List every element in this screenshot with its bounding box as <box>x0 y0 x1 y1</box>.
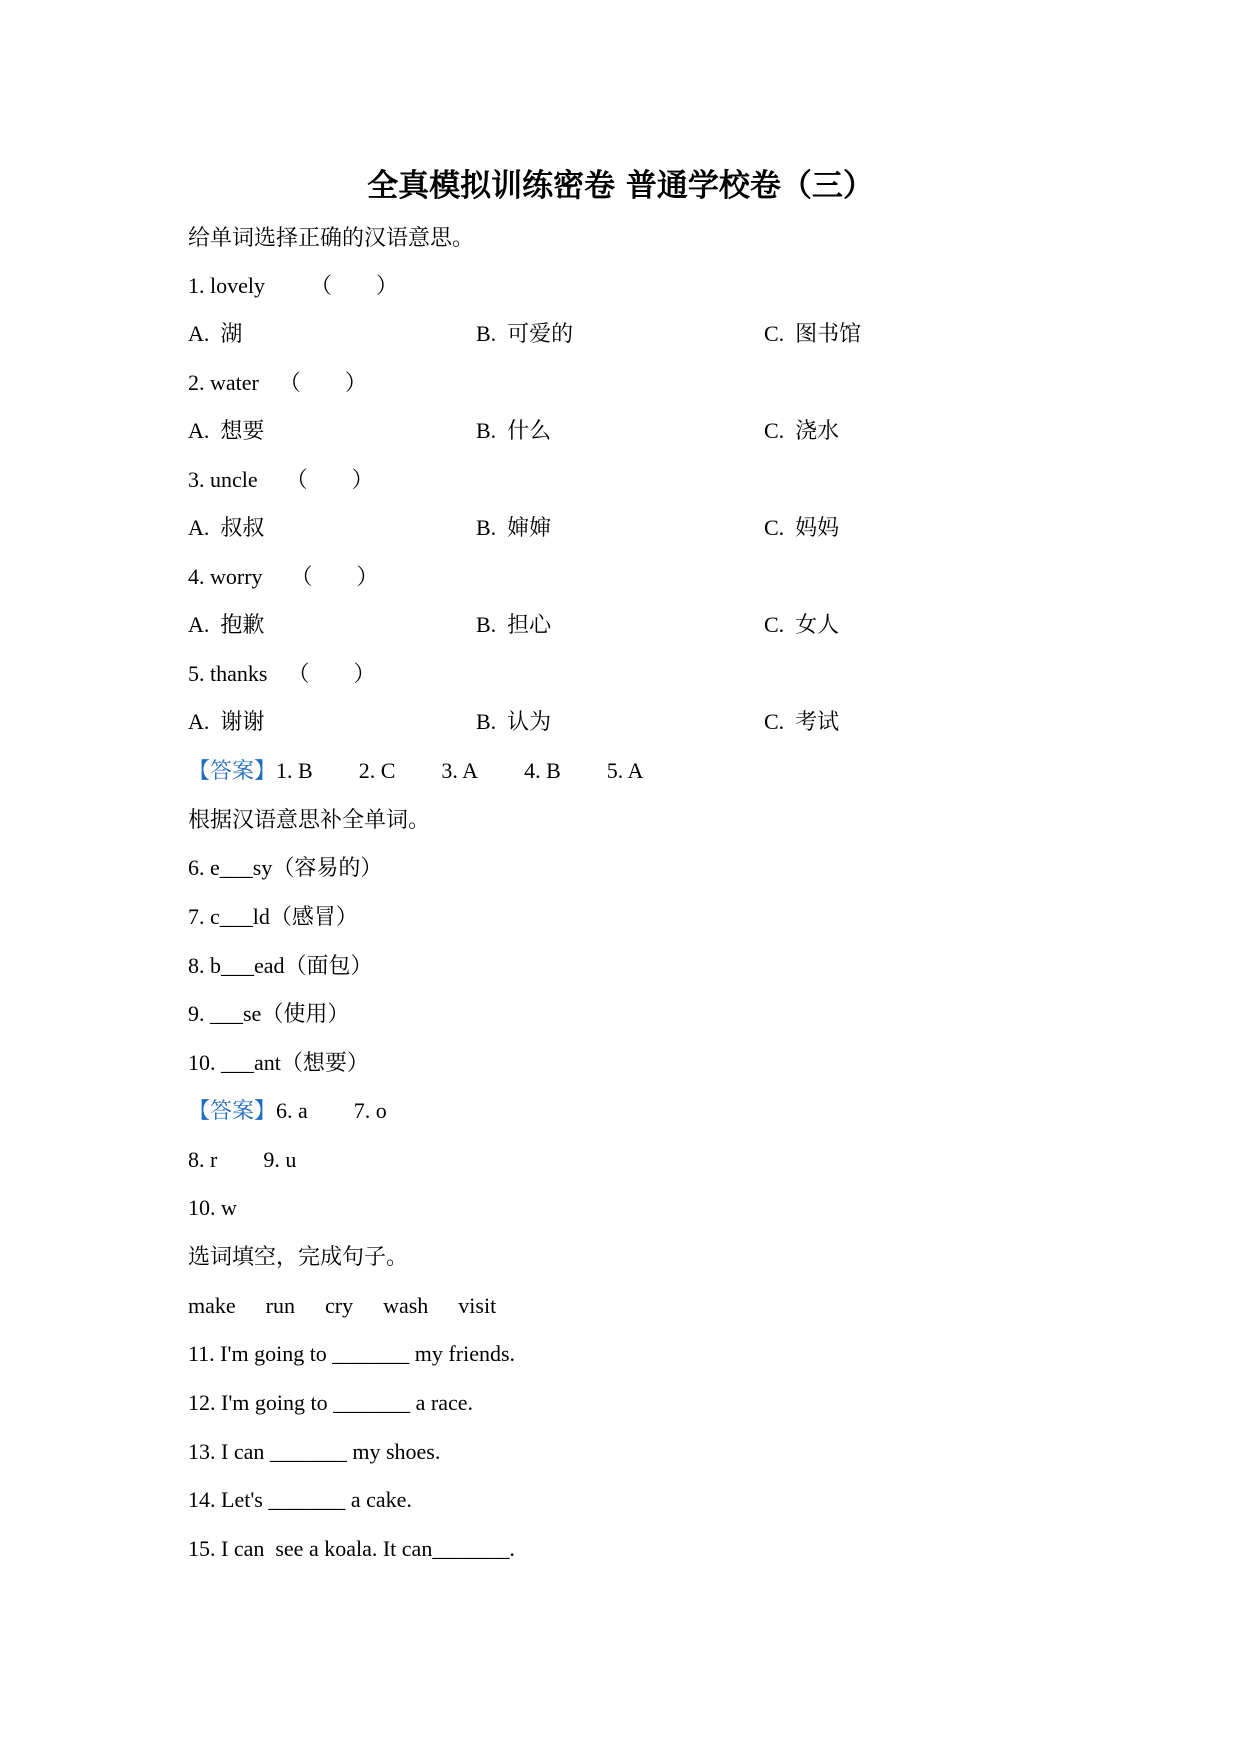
answer: 3. A <box>441 758 479 783</box>
question-5 <box>188 659 375 689</box>
question-3 <box>188 465 374 495</box>
answer-line-4 <box>188 1193 237 1223</box>
answer-line-3 <box>188 1145 296 1175</box>
option-c: C. 女人 <box>764 612 840 637</box>
option-a: A. 湖 <box>188 321 243 346</box>
answer-line-2 <box>188 1096 387 1126</box>
sentence-11: 11. I'm going to _______ my friends. <box>188 1341 516 1366</box>
question-stem: 5. thanks <box>188 661 268 686</box>
option-c: C. 妈妈 <box>764 515 840 540</box>
option-a: A. 想要 <box>188 418 265 443</box>
answer-line-1 <box>188 756 643 786</box>
option-b: B. 担心 <box>476 612 552 637</box>
word: run <box>265 1293 295 1318</box>
sentence-14: 14. Let's _______ a cake. <box>188 1487 412 1512</box>
answer-paren: （ ） <box>287 661 376 686</box>
answer: 9. u <box>263 1147 297 1172</box>
section3-instruction: 选词填空，完成句子。 <box>188 1244 409 1269</box>
fill-item-10: 10. ___ant（想要） <box>188 1050 369 1075</box>
word-bank <box>188 1291 496 1321</box>
word: wash <box>383 1293 429 1318</box>
question-1 <box>188 271 398 301</box>
sentence-15: 15. I can see a koala. It can_______. <box>188 1536 515 1561</box>
sentence-12: 12. I'm going to _______ a race. <box>188 1390 474 1415</box>
answer-paren: （ ） <box>290 564 379 589</box>
option-a: A. 叔叔 <box>188 515 265 540</box>
answer: 1. B <box>276 758 313 783</box>
option-c: C. 浇水 <box>764 418 840 443</box>
option-c: C. 考试 <box>764 709 840 734</box>
answer: 4. B <box>524 758 561 783</box>
page-title: 全真模拟训练密卷 普通学校卷（三） <box>367 168 874 204</box>
fill-item-8: 8. b___ead（面包） <box>188 953 373 978</box>
answer: 8. r <box>188 1147 218 1172</box>
question-4 <box>188 562 379 592</box>
word: visit <box>458 1293 497 1318</box>
section1-instruction: 给单词选择正确的汉语意思。 <box>188 225 475 250</box>
option-b: B. 什么 <box>476 418 552 443</box>
answer: 5. A <box>606 758 644 783</box>
answer-paren: （ ） <box>310 273 399 298</box>
question-stem: 1. lovely <box>188 273 265 298</box>
word: make <box>188 1293 236 1318</box>
answer: 6. a <box>276 1098 308 1123</box>
answer-tag: 【答案】 <box>188 1098 277 1123</box>
question-stem: 2. water <box>188 370 259 395</box>
option-b: B. 可爱的 <box>476 321 574 346</box>
answer-paren: （ ） <box>278 370 367 395</box>
answer-paren: （ ） <box>285 467 374 492</box>
question-stem: 3. uncle <box>188 467 258 492</box>
option-b: B. 婶婶 <box>476 515 552 540</box>
sentence-13: 13. I can _______ my shoes. <box>188 1439 441 1464</box>
section2-instruction: 根据汉语意思补全单词。 <box>188 807 431 832</box>
option-c: C. 图书馆 <box>764 321 862 346</box>
option-b: B. 认为 <box>476 709 552 734</box>
question-stem: 4. worry <box>188 564 263 589</box>
fill-item-6: 6. e___sy（容易的） <box>188 855 383 880</box>
answer: 2. C <box>358 758 396 783</box>
answer: 7. o <box>353 1098 387 1123</box>
fill-item-7: 7. c___ld（感冒） <box>188 904 358 929</box>
word: cry <box>324 1293 354 1318</box>
option-a: A. 抱歉 <box>188 612 265 637</box>
option-a: A. 谢谢 <box>188 709 265 734</box>
fill-item-9: 9. ___se（使用） <box>188 1001 350 1026</box>
question-2 <box>188 368 367 398</box>
answer-tag: 【答案】 <box>188 758 277 783</box>
answer: 10. w <box>188 1195 237 1220</box>
